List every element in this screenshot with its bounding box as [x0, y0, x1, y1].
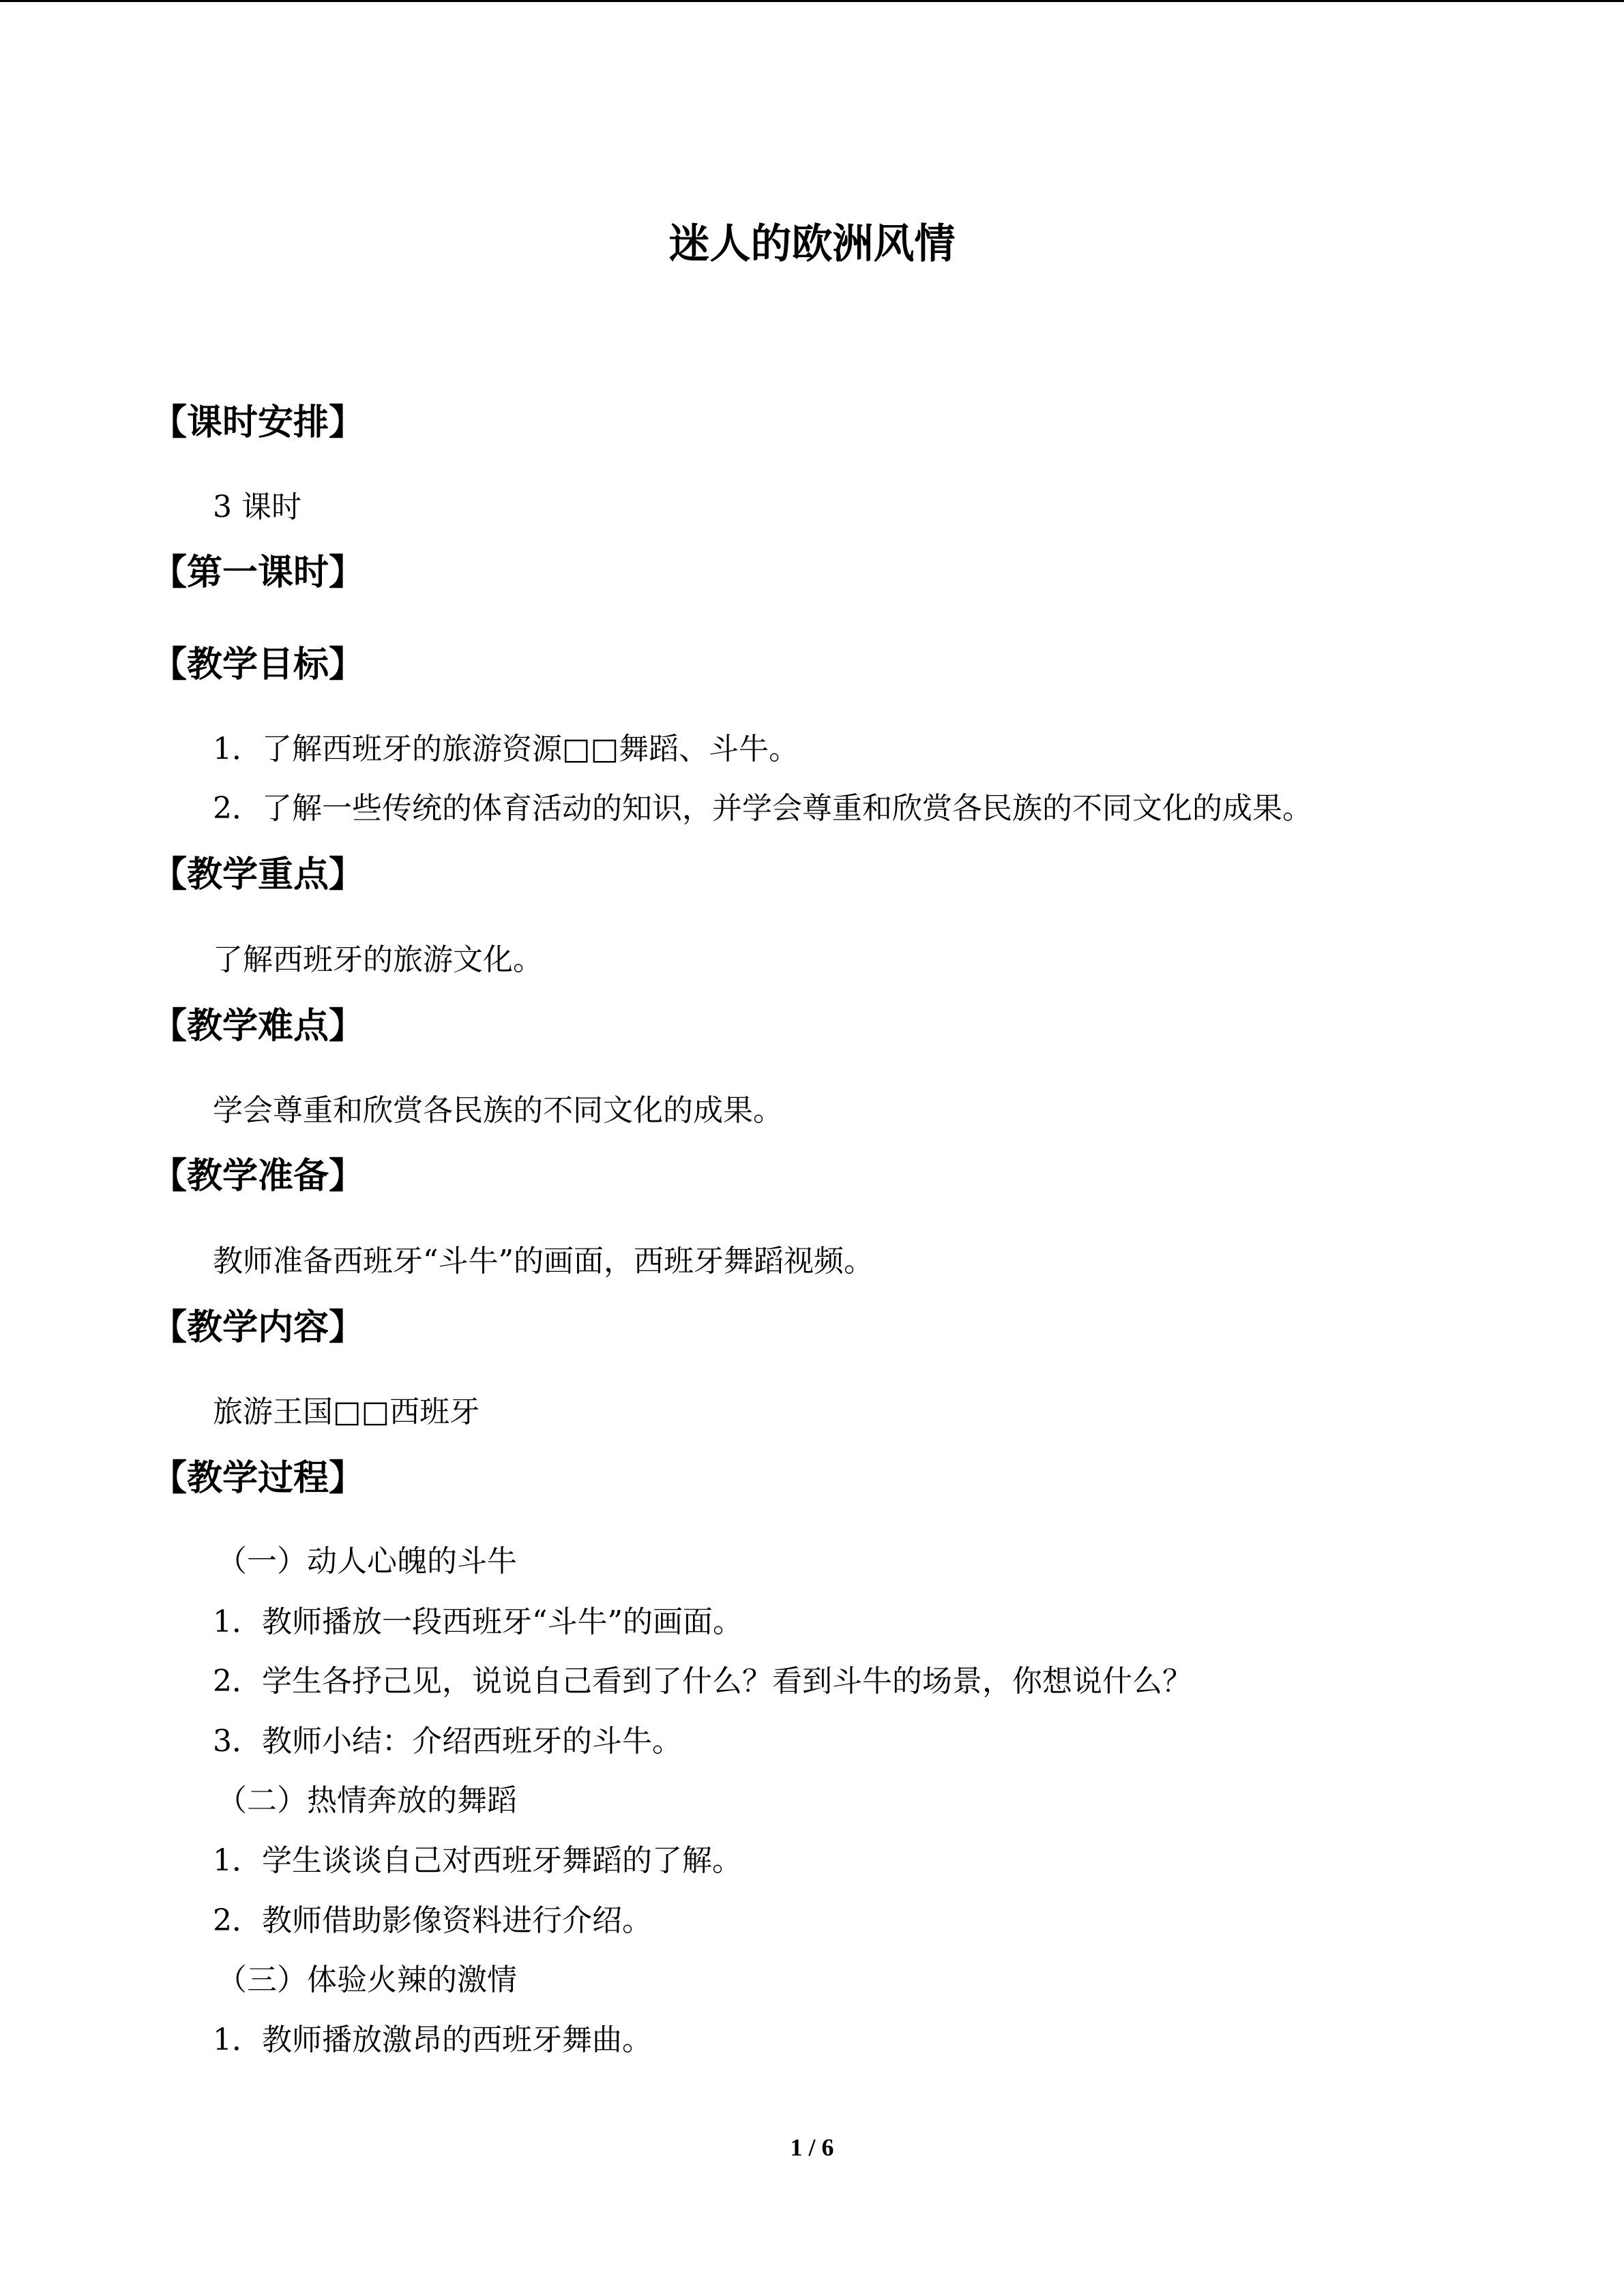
- heading-preparation: 【教学准备】: [151, 1156, 365, 1197]
- heading-schedule: 【课时安排】: [151, 402, 365, 443]
- process-part-2-step-2: 2．教师借助影像资料进行介绍。: [213, 1903, 652, 1938]
- top-border-line: [0, 0, 1624, 2]
- goal-item-2: 2．了解一些传统的体育活动的知识，并学会尊重和欣赏各民族的不同文化的成果。: [213, 791, 1312, 826]
- heading-key-points: 【教学重点】: [151, 854, 365, 895]
- process-part-2-title: （二）热情奔放的舞蹈: [217, 1783, 517, 1818]
- process-part-2-step-1: 1．学生谈谈自己对西班牙舞蹈的了解。: [213, 1843, 742, 1878]
- process-part-3-title: （三）体验火辣的激情: [217, 1963, 517, 1997]
- process-part-3-step-1: 1．教师播放激昂的西班牙舞曲。: [213, 2023, 652, 2057]
- heading-teaching-goals: 【教学目标】: [151, 644, 365, 685]
- document-title: 迷人的欧洲风情: [668, 220, 956, 268]
- process-part-1-step-1: 1．教师播放一段西班牙“斗牛”的画面。: [213, 1605, 743, 1639]
- heading-first-lesson: 【第一课时】: [151, 552, 365, 593]
- goal-item-1: 1．了解西班牙的旅游资源□□舞蹈、斗牛。: [213, 732, 799, 766]
- heading-difficulties: 【教学难点】: [151, 1006, 365, 1047]
- page-number: 1 / 6: [790, 2134, 834, 2161]
- process-part-1-title: （一）动人心魄的斗牛: [217, 1544, 517, 1579]
- schedule-text: 3 课时: [213, 490, 301, 524]
- content-text: 旅游王国□□西班牙: [213, 1395, 480, 1429]
- heading-process: 【教学过程】: [151, 1458, 365, 1499]
- difficulties-text: 学会尊重和欣赏各民族的不同文化的成果。: [213, 1093, 783, 1128]
- key-points-text: 了解西班牙的旅游文化。: [213, 942, 543, 977]
- process-part-1-step-2: 2．学生各抒己见，说说自己看到了什么？看到斗牛的场景，你想说什么？: [213, 1664, 1192, 1699]
- process-part-1-step-3: 3．教师小结：介绍西班牙的斗牛。: [213, 1724, 682, 1759]
- preparation-text: 教师准备西班牙“斗牛”的画面，西班牙舞蹈视频。: [213, 1244, 874, 1279]
- heading-content: 【教学内容】: [151, 1307, 365, 1348]
